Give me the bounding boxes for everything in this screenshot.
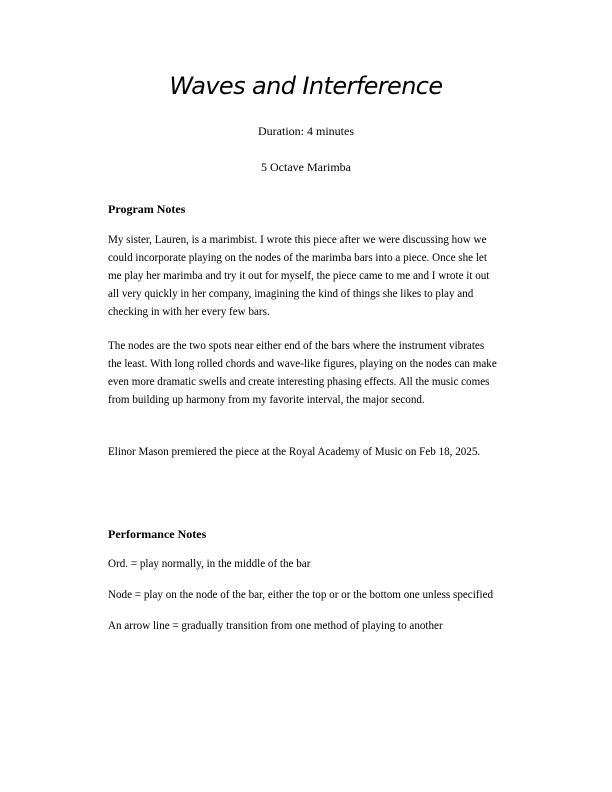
performance-notes-heading: Performance Notes — [108, 527, 207, 541]
program-notes-paragraph: My sister, Lauren, is a marimbist. I wrote this piece after we were discussing how we could incorporate playing on the nodes of the marimba bars into a piece. Once she let me play her marimba and try it out for myself, the piece came to me and I wrote it out all very quickly in her company, imagining the kind of things she likes to play and checking in with her every few bars. — [108, 234, 490, 318]
page-title: Waves and Interference — [169, 72, 443, 100]
performance-note-item: Node = play on the node of the bar, either the top or or the bottom one unless specified — [108, 589, 494, 601]
program-notes-heading: Program Notes — [108, 202, 186, 216]
duration-text: Duration: 4 minutes — [258, 124, 354, 138]
program-notes-paragraph: Elinor Mason premiered the piece at the Royal Academy of Music on Feb 18, 2025. — [108, 446, 481, 458]
instrument-text: 5 Octave Marimba — [261, 160, 351, 174]
program-notes-paragraph: The nodes are the two spots near either end of the bars where the instrument vibrates the least. With long rolled chords and wave-like figures, playing on the nodes can make even more dramatic swells and create interesting phasing effects. All the music comes from building up harmony from my favorite interval, the major second. — [108, 340, 497, 406]
performance-note-item: Ord. = play normally, in the middle of the bar — [108, 558, 311, 570]
performance-note-item: An arrow line = gradually transition from one method of playing to another — [108, 620, 443, 632]
